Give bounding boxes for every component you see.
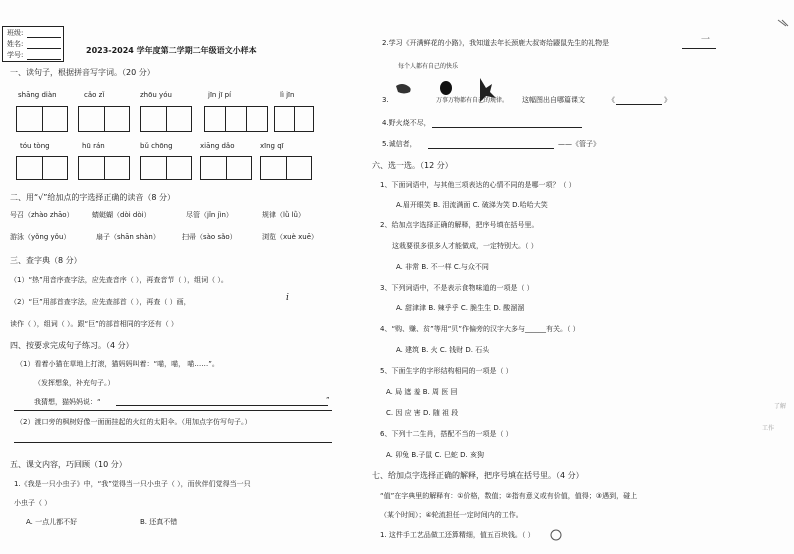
- handwritten-mark: 一: [700, 35, 710, 45]
- answer-line[interactable]: [428, 148, 554, 149]
- class-label: 班级:: [7, 29, 24, 37]
- r5-line: 5.诚信者，: [382, 140, 417, 148]
- q4-heading: 四、按要求完成句子练习。（4 分）: [10, 341, 134, 350]
- bracket-close: 》: [664, 96, 671, 104]
- write-grid[interactable]: [200, 156, 252, 180]
- image-caption-right: 万事万物都有自己的规律。: [436, 97, 509, 104]
- q2-item[interactable]: 扇子（shān shàn）: [96, 233, 160, 241]
- write-grid[interactable]: [78, 156, 130, 180]
- r4-line: 4.野火烧不尽，: [382, 119, 431, 127]
- write-grid[interactable]: [140, 106, 192, 132]
- q2-item[interactable]: 扫帚（sào sǎo）: [182, 233, 237, 241]
- q4-line-3-end: ”: [326, 396, 330, 404]
- q6-item-1[interactable]: 1、下面词语中，与其他三项表达的心情不同的是哪一项？（ ）: [380, 181, 576, 189]
- id-label: 学号:: [7, 51, 24, 59]
- pinyin-2-1: tóu tòng: [20, 142, 50, 150]
- q5-line-1[interactable]: 1.《我是一只小虫子》中，“我”觉得当一只小虫子（ ），而伙伴们觉得当一只: [14, 480, 251, 488]
- q6-item-5-row-1[interactable]: A. 局 遮 羞 B. 周 医 回: [386, 388, 458, 396]
- page-curl-mark: [548, 528, 564, 542]
- id-field[interactable]: [27, 59, 61, 60]
- q5-option-a[interactable]: A. 一点儿都不好: [26, 518, 78, 526]
- q2-item[interactable]: 蜻蜓蝴（dòi dòi）: [92, 211, 151, 219]
- r3-number: 3.: [382, 96, 389, 104]
- pinyin-2-2: hū rán: [82, 142, 105, 150]
- r2-line: 2.学习《开满鲜花的小路》，我知道去年长颈鹿大叔寄给鼹鼠先生的礼物是: [382, 39, 610, 47]
- q5-heading: 五、课文内容，巧回顾（10 分）: [10, 460, 127, 469]
- write-grid[interactable]: [78, 106, 130, 132]
- write-grid[interactable]: [204, 106, 268, 132]
- q6-item-5[interactable]: 5、下面生字的字形结构相同的一项是（ ）: [380, 367, 513, 375]
- handwritten-mark: i: [286, 293, 289, 303]
- q3-line-1[interactable]: （1）“热”用音序查字法，应先查音序（ ），再查音节（ ），组词（ ）。: [10, 276, 228, 284]
- q7-definition-2: （某个时间）；④轮流担任一定时间内的工作。: [380, 511, 523, 519]
- q2-item[interactable]: 规律（lǜ lǜ）: [262, 211, 305, 219]
- student-info-box: [2, 26, 64, 62]
- q6-item-5-row-2[interactable]: C. 因 应 害 D. 随 祖 段: [386, 409, 459, 417]
- answer-line[interactable]: [116, 405, 328, 406]
- q6-item-2-options[interactable]: A. 非常 B. 不一样 C.与众不同: [396, 263, 489, 271]
- q2-item[interactable]: 浏览（xuè xuē）: [262, 233, 318, 241]
- margin-note: 了解: [774, 403, 787, 410]
- margin-note: 工作: [762, 425, 775, 432]
- answer-line-full[interactable]: [14, 410, 332, 411]
- answer-line[interactable]: [432, 127, 582, 128]
- pinyin-2-4: xiāng dǎo: [200, 142, 235, 150]
- q5-line-2[interactable]: 小虫子（ ）: [14, 499, 52, 507]
- q7-heading: 七、给加点字选择正确的解释，把序号填在括号里。（4 分）: [372, 471, 584, 480]
- q1-heading: 一、读句子，根据拼音写字词。（20 分）: [10, 68, 155, 77]
- q6-item-6[interactable]: 6、下列十二生肖，搭配不当的一项是（ ）: [380, 430, 513, 438]
- q4-line-2: （发挥想象，补充句子。）: [34, 379, 115, 387]
- q3-heading: 三、查字典（8 分）: [10, 256, 82, 265]
- q5-option-b[interactable]: B. 还真不错: [140, 518, 178, 526]
- q3-line-2[interactable]: （2）“巨”用部首查字法，应先查部首（ ），再查（ ）画，: [10, 298, 191, 306]
- name-label: 姓名:: [7, 40, 24, 48]
- q2-item[interactable]: 号召（zhào zhāo）: [10, 211, 74, 219]
- q6-item-1-options[interactable]: A.眉开眼笑 B. 泪流满面 C. 破涕为笑 D.哈哈大笑: [396, 201, 548, 209]
- page-title: 2023-2024 学年度第二学期二年级语文小样本: [86, 46, 257, 55]
- r3-line: 这幅图出自哪篇课文: [522, 96, 585, 104]
- q7-definition-1: “值”在字典里的解释有：①价格，数值；②指有意义或有价值，值得；③遇到，碰上: [380, 492, 638, 500]
- bracket-open: 《: [608, 96, 615, 104]
- q4-line-1: （1）看着小猫在草地上打滚，猫妈妈叫着：“喵，喵， 喵……”。: [16, 360, 219, 368]
- q7-item-1[interactable]: 1. 这件手工艺品做工还算精细，值五百块钱。（ ）: [380, 531, 535, 539]
- q6-item-3-options[interactable]: A. 甜津津 B. 辣乎乎 C. 脆生生 D. 酸溜溜: [396, 304, 525, 312]
- pinyin-1-2: cǎo zǐ: [84, 91, 105, 99]
- class-field[interactable]: [27, 37, 61, 38]
- corner-mark: [776, 18, 790, 28]
- answer-line[interactable]: [14, 442, 332, 443]
- q3-line-3[interactable]: 读作（ ），组词（ ）。跟“巨”的部首相同的字还有（ ）: [10, 320, 178, 328]
- pinyin-2-5: xīng qī: [260, 142, 284, 150]
- q4-line-4: （2）渡口旁的枫树好像一面面挂起的火红的太阳伞。（用加点字仿写句子。）: [16, 418, 252, 426]
- q6-heading: 六、选一选。（12 分）: [372, 161, 453, 170]
- write-grid[interactable]: [16, 156, 68, 180]
- write-grid[interactable]: [16, 106, 68, 132]
- q2-item[interactable]: 游泳（yǒng yǒu）: [10, 233, 71, 241]
- pinyin-1-4: jīn jī pí: [208, 91, 232, 99]
- q6-item-6-options[interactable]: A. 卯兔 B.子鼠 C. 巳蛇 D. 亥狗: [386, 451, 484, 459]
- q6-item-2[interactable]: 2、给加点字选择正确的解释，把序号填在括号里。: [380, 221, 539, 229]
- q2-heading: 二、用“√”给加点的字选择正确的读音（8 分）: [10, 193, 176, 202]
- q6-item-4[interactable]: 4、“购、赚、贫”等用“贝”作偏旁的汉字大多与______有关。（ ）: [380, 325, 580, 333]
- name-field[interactable]: [27, 48, 61, 49]
- q6-item-3[interactable]: 3、下列词语中，不是表示食物味道的一项是（ ）: [380, 284, 534, 292]
- pinyin-1-3: zhōu yóu: [140, 91, 172, 99]
- pinyin-1-5: lì jīn: [280, 91, 295, 99]
- answer-line[interactable]: [616, 104, 662, 105]
- pinyin-2-3: bǔ chōng: [140, 142, 173, 150]
- q6-item-2-sub[interactable]: 这栽要很多很多人才能做成，一定特别大。（ ）: [392, 242, 538, 250]
- q6-item-4-options[interactable]: A. 建筑 B. 火 C. 钱财 D. 石头: [396, 346, 490, 354]
- illustration-image: [392, 72, 512, 112]
- write-grid[interactable]: [260, 156, 312, 180]
- answer-line[interactable]: [682, 48, 716, 49]
- write-grid[interactable]: [140, 156, 192, 180]
- write-grid[interactable]: [274, 106, 314, 132]
- pinyin-1-1: shāng diàn: [18, 91, 57, 99]
- q4-line-3: 我猜想，猫妈妈说：“: [34, 398, 101, 406]
- image-caption-left: 每个人都有自己的快乐: [398, 63, 459, 70]
- q2-item[interactable]: 尽管（jǐn jìn）: [186, 211, 233, 219]
- r5-source: ——《管子》: [558, 140, 600, 148]
